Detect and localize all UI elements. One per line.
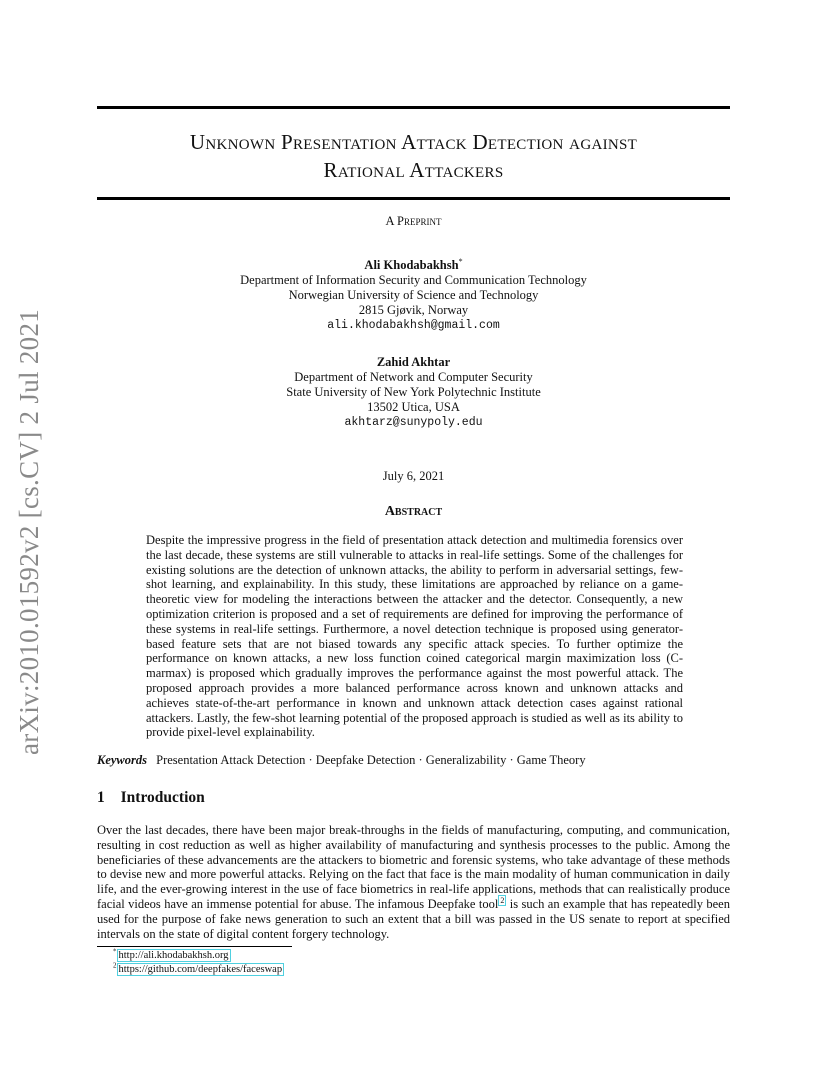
footnote-link[interactable]: http://ali.khodabakhsh.org (118, 950, 229, 961)
intro-text-after: is such an example that has repeatedly been used for the purpose of fake news generation to such an extent that a bill was passed in the US senate to report at specified intervals on the state of digital content forgery technology. (97, 896, 730, 941)
author-affiliation: 13502 Utica, USA (367, 400, 460, 414)
section-heading (97, 789, 205, 807)
section-number: 1 (97, 789, 105, 806)
title-line-2: Rational Attackers (323, 158, 504, 182)
author-affiliation: State University of New York Polytechnic Institute (286, 385, 541, 399)
title-line-1: Unknown Presentation Attack Detection against (189, 130, 638, 154)
author-footnote-mark: * (458, 256, 463, 266)
keywords-label: Keywords (97, 753, 147, 767)
paper-title (97, 128, 730, 184)
author-email: ali.khodabakhsh@gmail.com (327, 319, 500, 332)
footnote-item (113, 949, 284, 963)
footnotes (113, 949, 284, 977)
author-name: Ali Khodabakhsh (364, 258, 459, 272)
keywords-text: Presentation Attack Detection · Deepfake Detection · Generalizability · Game Theory (156, 753, 586, 767)
footnote-rule (97, 946, 292, 947)
author-affiliation: Department of Network and Computer Security (294, 370, 533, 384)
keywords (97, 753, 730, 768)
arxiv-stamp: arXiv:2010.01592v2 [cs.CV] 2 Jul 2021 (14, 308, 44, 756)
abstract-text: Despite the impressive progress in the field of presentation attack detection and multimedia forensics over the last decade, these systems are still vulnerable to attacks in real-life settings. Some of the challenges for existing solutions are the detection of unknown attacks, the ability to perform in adversarial settings, few-shot learning, and explainability. In this study, these limitations are approached by reliance on a game-theoretic view for modeling the interactions between the attacker and the detector. Consequently, a new optimization criterion is proposed and a set of requirements are defined for improving the performance of these systems in real-life settings. Furthermore, a novel detection technique is proposed using generator-based feature sets that are not biased towards any specific attack species. To further optimize the performance on known attacks, a new loss function coined categorical margin maximization loss (C-marmax) is proposed which gradually improves the performance against the most powerful attack. The proposed approach provides a more balanced performance across known and unknown attacks and achieves state-of-the-art performance in known and unknown attack detection cases against rational attackers. Lastly, the few-shot learning potential of the proposed approach is studied as well as its ability to provide pixel-level explainability. (146, 533, 683, 740)
footnote-mark: 2 (113, 961, 117, 970)
footnote-item (113, 963, 284, 977)
footnote-ref-link[interactable]: 2 (500, 895, 505, 905)
intro-paragraph (97, 823, 730, 941)
author-email: akhtarz@sunypoly.edu (344, 416, 483, 429)
footnote-link[interactable]: https://github.com/deepfakes/faceswap (118, 964, 283, 975)
author-block-1 (97, 258, 730, 333)
publication-date: July 6, 2021 (382, 469, 445, 483)
author-affiliation: 2815 Gjøvik, Norway (358, 303, 469, 317)
footnote-mark: * (113, 947, 117, 956)
intro-text-before: Over the last decades, there have been major break-throughs in the fields of manufacturing, computing, and communication, resulting in cost reduction as well as higher availability of manufacturing and synthesis processes to the public. Among the beneficiaries of these advancements are the attackers to biometric and forensic systems, who take advantage of these methods to devise new and more powerful attacks. Relying on the fact that face is the main modality of human communication in daily life, and the ever-growing interest in the use of face biometrics in real-life applications, methods that can realistically produce facial videos have an immense potential for abuse. The infamous Deepfake tool (97, 823, 730, 911)
title-rule-top (97, 106, 730, 109)
preprint-label: A Preprint (385, 214, 442, 228)
abstract-heading: Abstract (384, 504, 443, 519)
author-affiliation: Department of Information Security and Communication Technology (240, 273, 587, 287)
author-name: Zahid Akhtar (376, 355, 451, 369)
section-title: Introduction (120, 789, 205, 806)
author-block-2 (97, 355, 730, 430)
title-rule-bottom (97, 197, 730, 200)
author-affiliation: Norwegian University of Science and Technology (288, 288, 539, 302)
